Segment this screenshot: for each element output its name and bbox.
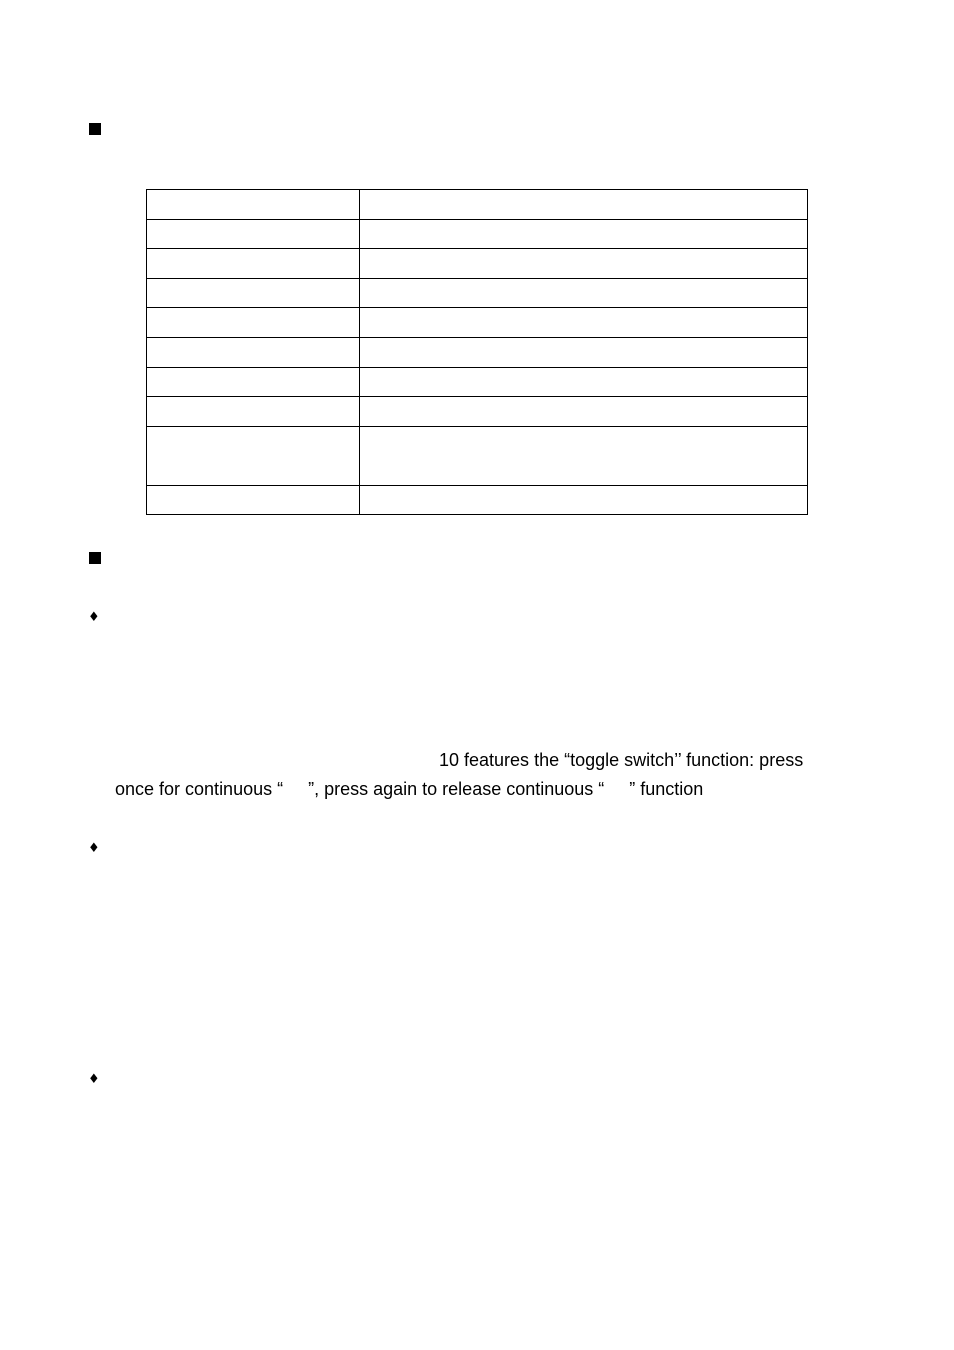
table-cell bbox=[147, 397, 360, 427]
spec-table bbox=[146, 189, 808, 515]
table-row bbox=[147, 190, 808, 220]
table-cell bbox=[360, 397, 808, 427]
table-row bbox=[147, 337, 808, 367]
table-cell bbox=[360, 190, 808, 220]
table-cell bbox=[360, 249, 808, 279]
table-cell bbox=[147, 219, 360, 249]
section-bullet-1 bbox=[89, 123, 101, 135]
table-row bbox=[147, 278, 808, 308]
table-cell bbox=[360, 485, 808, 515]
table-cell bbox=[147, 485, 360, 515]
table-cell bbox=[360, 219, 808, 249]
diamond-bullet-1: ♦ bbox=[88, 610, 100, 625]
table-row bbox=[147, 485, 808, 515]
paragraph-line-2: once for continuous “ ”, press again to release continuous “ ” function bbox=[115, 779, 704, 799]
diamond-bullet-3: ♦ bbox=[88, 1072, 100, 1087]
table-cell bbox=[147, 190, 360, 220]
table-cell bbox=[360, 308, 808, 338]
table-cell bbox=[360, 337, 808, 367]
diamond-bullet-2: ♦ bbox=[88, 841, 100, 856]
table-cell bbox=[147, 337, 360, 367]
table-row bbox=[147, 249, 808, 279]
table-row bbox=[147, 308, 808, 338]
table-cell bbox=[147, 278, 360, 308]
section-bullet-2 bbox=[89, 552, 101, 564]
table-row bbox=[147, 426, 808, 485]
paragraph-line-1: 10 features the “toggle switch’’ function: press bbox=[439, 750, 804, 770]
table-row bbox=[147, 219, 808, 249]
table-cell bbox=[147, 249, 360, 279]
table-row bbox=[147, 397, 808, 427]
table-cell bbox=[360, 426, 808, 485]
table-row bbox=[147, 367, 808, 397]
table-cell bbox=[147, 426, 360, 485]
table-cell bbox=[360, 367, 808, 397]
table-cell bbox=[147, 308, 360, 338]
table-cell bbox=[360, 278, 808, 308]
table-cell bbox=[147, 367, 360, 397]
